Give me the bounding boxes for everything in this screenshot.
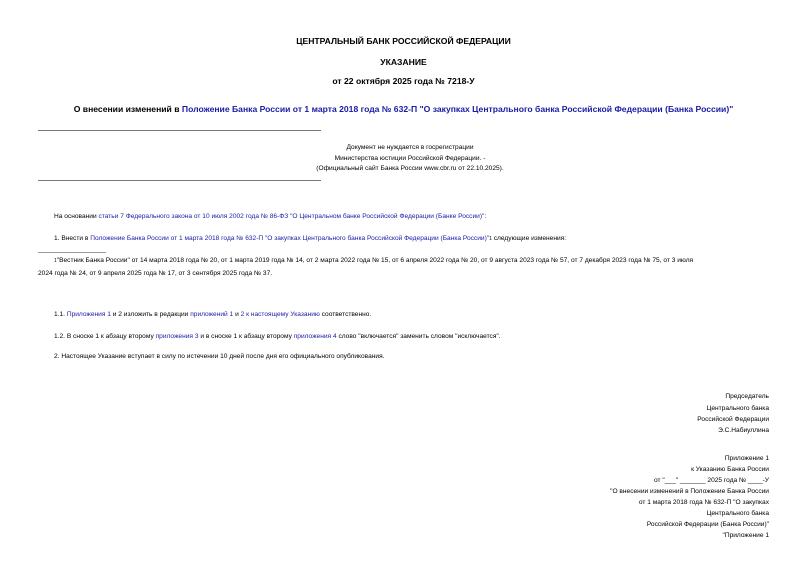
preamble-prefix: На основании	[54, 213, 99, 220]
appendix-line-4: "О внесении изменений в Положение Банка России	[610, 488, 769, 495]
appendix-line-2: к Указанию Банка России	[691, 466, 769, 473]
footnote-marker: 1	[54, 258, 57, 264]
item-1-2	[54, 333, 501, 340]
appendix-line-6: Центрального банка	[706, 510, 769, 517]
item-1-1-link-3[interactable]: 2 к настоящему Указанию	[240, 311, 320, 318]
document-date: от 22 октября 2025 года № 7218-У	[332, 76, 475, 86]
item-1-1-suffix: соответственно.	[319, 311, 372, 318]
signature-line-2: Центрального банка	[706, 405, 769, 412]
appendix-line-8: "Приложение 1	[722, 532, 769, 539]
item-1-1-link-2[interactable]: приложений 1	[190, 311, 234, 318]
title-prefix: О внесении изменений в	[73, 104, 182, 114]
preamble-suffix: :	[484, 213, 487, 220]
item-1-2-link-2[interactable]: приложения 4	[293, 333, 337, 340]
divider-top	[38, 130, 321, 131]
item-1	[54, 235, 566, 242]
org-name: ЦЕНТРАЛЬНЫЙ БАНК РОССИЙСКОЙ ФЕДЕРАЦИИ	[296, 36, 511, 46]
registration-line-3: (Официальный сайт Банка России www.cbr.ru от 22.10.2025).	[316, 165, 504, 172]
item-1-prefix: 1. Внести в	[54, 235, 91, 242]
item-1-2-suffix: слово "включается" заменить словом "исключается".	[336, 333, 501, 340]
appendix-line-7: Российской Федерации (Банка России)"	[646, 521, 769, 528]
signature-line-3: Российской Федерации	[697, 416, 769, 423]
appendix-line-5: от 1 марта 2018 года № 632-П "О закупках	[638, 499, 769, 506]
item-1-suffix: следующие изменения:	[491, 235, 567, 242]
footnote-line-2: 2024 года № 24, от 9 апреля 2025 года № 17, от 3 сентября 2025 года № 37.	[38, 270, 273, 277]
preamble-link[interactable]: статьи 7 Федерального закона от 10 июля 2002 года № 86-ФЗ "О Центральном банке Российской Федерации (Банке России)"	[98, 213, 485, 220]
item-1-2-prefix: 1.2. В сноске 1 к абзацу второму	[54, 333, 156, 340]
footnote-divider	[38, 252, 106, 253]
item-1-1-link-1[interactable]: Приложения 1	[66, 311, 111, 318]
signature-line-1: Председатель	[725, 393, 769, 400]
registration-line-2: Министерства юстиции Российской Федерации. -	[334, 155, 486, 162]
footnote-ref[interactable]: 1	[489, 236, 492, 242]
registration-line-1: Документ не нуждается в госрегистрации	[346, 144, 474, 151]
footnote-text-1: "Вестник Банка России" от 14 марта 2018 года № 20, от 1 марта 2019 года № 14, от 2 марта 2022 года № 15, от 6 апреля 2022 года № 20, от 9 августа 2023 года № 57, от 7 декабря 2023 года № 75, от 3 июля	[56, 257, 694, 264]
appendix-line-3: от "___" _______ 2025 года № ____-У	[654, 477, 769, 484]
item-1-1-mid-2: и	[233, 311, 241, 318]
item-2: 2. Настоящее Указание вступает в силу по истечении 10 дней после дня его официального опубликования.	[54, 353, 385, 360]
signature-name: Э.С.Набиуллина	[718, 427, 769, 434]
footnote-line-1	[54, 257, 693, 264]
item-1-1	[54, 311, 371, 318]
document-title	[0, 104, 807, 114]
preamble	[54, 213, 486, 220]
appendix-line-1: Приложение 1	[724, 455, 769, 462]
item-1-link[interactable]: Положение Банка России от 1 марта 2018 года № 632-П "О закупках Центрального банка Российской Федерации (Банка России)"	[90, 235, 490, 242]
item-1-1-prefix: 1.1.	[54, 311, 67, 318]
item-1-1-mid-1: и 2 изложить в редакции	[110, 311, 191, 318]
item-1-2-link-1[interactable]: приложения 3	[155, 333, 199, 340]
item-1-2-mid-1: и в сноске 1 к абзацу второму	[198, 333, 294, 340]
document-type: УКАЗАНИЕ	[380, 57, 427, 67]
divider-bottom	[38, 180, 321, 181]
title-link[interactable]: Положение Банка России от 1 марта 2018 года № 632-П "О закупках Центрального банка Российской Федерации (Банка России)"	[181, 104, 734, 114]
